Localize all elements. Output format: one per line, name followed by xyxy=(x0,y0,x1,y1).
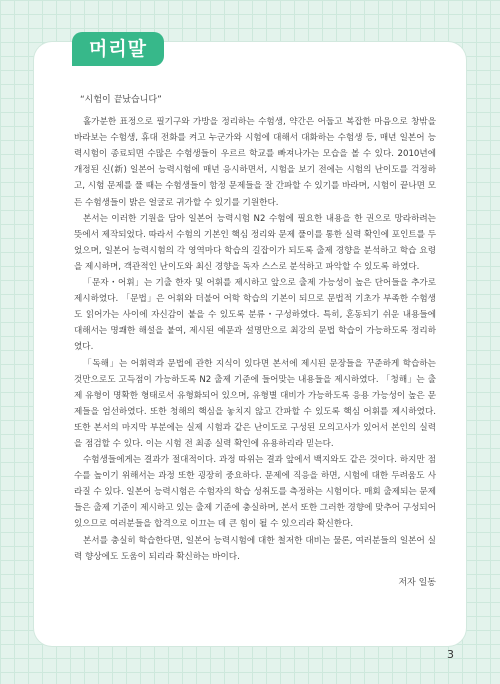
opening-quote: “시험이 끝났습니다” xyxy=(80,95,162,105)
paragraph-6: 본서를 충실히 학습한다면, 일본어 능력시험에 대한 철저한 대비는 물론, 여러분들의 일본어 실력 향상에도 도움이 되리라 확신하는 바이다. xyxy=(74,535,436,562)
paragraph-1: 홀가분한 표정으로 필기구와 가방을 정리하는 수험생, 약간은 어둡고 복잡한 마음으로 창밖을 바라보는 수험생, 휴대 전화를 켜고 누군가와 시험에 대해서 대화하는 수험생 등, 매년 일본어 능력시험이 종료되면 수많은 수험생들이 우르르 학교를 빠져나가는 모습을 볼 수 있다. 2010년에 개정된 신(新) 일본어 능력시험에 매년 응시하면서, 시험을 보기 전에는 시험의 난이도를 걱정하고, 시험 문제를 풀 때는 수험생들이 함정 문제들을 잘 간파할 수 있기를 바라며, 시험이 끝나면 모든 수험생들이 밝은 얼굴로 귀가할 수 있기를 기원한다. xyxy=(74,117,436,208)
section-title-tab: 머리말 xyxy=(72,32,164,66)
preface-body xyxy=(74,92,436,600)
paragraph-3: 「문자・어휘」는 기출 한자 및 어휘를 제시하고 앞으로 출제 가능성이 높은 단어들을 추가로 제시하였다. 「문법」은 어휘와 더불어 어학 학습의 기본이 되므로 문법적 기초가 부족한 수험생도 읽어가는 사이에 자신감이 붙을 수 있도록 분류・구성하였다. 특히, 혼동되기 쉬운 내용들에 대해서는 명쾌한 해설을 붙여, 제시된 예문과 설명만으로 최강의 문법 학습이 가능하도록 정리하였다. xyxy=(74,278,436,353)
author-signature: 저자 일동 xyxy=(398,577,436,588)
paragraph-2: 본서는 이러한 기원을 담아 일본어 능력시험 N2 수험에 필요한 내용을 한 권으로 망라하려는 뜻에서 제작되었다. 따라서 수험의 기본인 핵심 정리와 문제 풀이를 통한 실력 확인에 포인트를 두었으며, 일본어 능력시험의 각 영역마다 학습의 길잡이가 되도록 출제 경향을 분석하고 학습 요령을 제시하며, 객관적인 난이도와 최신 경향을 독자 스스로 분석하고 파악할 수 있도록 하였다. xyxy=(74,213,437,272)
paragraph-4: 「독해」는 어휘력과 문법에 관한 지식이 있다면 본서에 제시된 문장들을 꾸준하게 학습하는 것만으로도 고득점이 가능하도록 N2 출제 기준에 들어맞는 내용들을 제시하였다. 「청해」는 출제 유형이 명확한 형태로서 유형화되어 있으며, 유형별 대비가 가능하도록 응용 가능성이 높은 문제들을 엄선하였다. 또한 청해의 핵심을 놓치지 않고 간파할 수 있도록 핵심 어휘를 제시하였다. 또한 본서의 마지막 부분에는 실제 시험과 같은 난이도로 구성된 모의고사가 있어서 본인의 실력을 점검할 수 있다. 이는 시험 전 최종 실력 확인에 유용하리라 믿는다. xyxy=(74,358,436,449)
paragraph-5: 수험생들에게는 결과가 절대적이다. 과정 따위는 결과 앞에서 백지와도 같은 것이다. 하지만 점수를 높이기 위해서는 과정 또한 굉장히 중요하다. 문제에 직응을 하면, 시험에 대한 두려움도 사라질 수 있다. 일본어 능력시험은 수험자의 학습 성취도를 측정하는 시험이다. 매회 출제되는 문제들은 출제 기준이 제시하고 있는 출제 기준에 충실하며, 본서 또한 그러한 경향에 맞추어 구성되어 있으므로 여러분들을 합격으로 이끄는 데 큰 힘이 될 수 있으리라 확신한다. xyxy=(74,455,437,530)
page-number: 3 xyxy=(447,648,454,661)
